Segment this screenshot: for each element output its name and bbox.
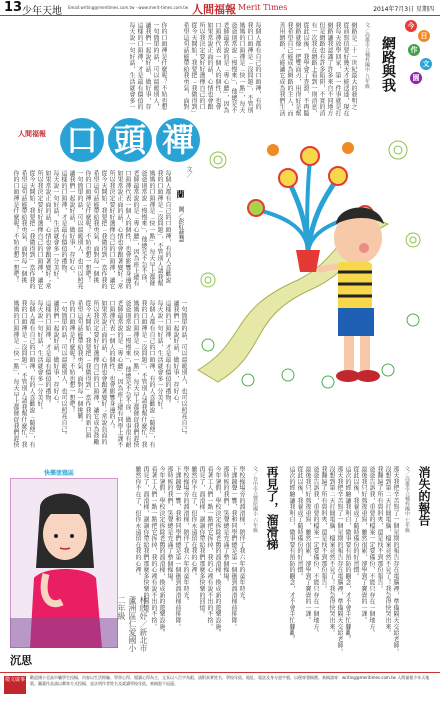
network-col-5: 但是網路也有許多陷阱，不實的消 xyxy=(318,22,325,117)
koutou-col-b12: 一句簡單的話，可以溫暖別人，也可以照亮 xyxy=(76,170,83,290)
chensi-artwork xyxy=(10,478,118,648)
xiaoshi-col-1: 那天我把辛苦寫了一個星期的報告存在電腦裡，準備隔天交給老師。 xyxy=(392,466,399,655)
xiaoshi-col-12: 最後我只好熬夜重寫，雖然很累，卻學到了寶貴的一課。 xyxy=(304,466,311,624)
koutou-col-c13: 從今天開始，我要把「我做得到」當作我的新口頭 xyxy=(84,300,91,439)
koutou-illustrator: 圖／彭紅慈慧 xyxy=(177,206,184,242)
xiaoshi-col-11: 爸爸告訴我，重要的檔案一定要備份，不能只存在一個地方。 xyxy=(312,466,319,637)
koutou-col-a7: 如果常說正面的話，心情也會跟 xyxy=(206,22,213,111)
koutou-col-c21: 我的口頭禪是「沒問題」，不管別人請我幫什麼忙，我 xyxy=(20,300,27,449)
network-col-8: 網路就像一把雙面刃，用得好是幫 xyxy=(294,22,301,117)
koutou-kicker: 人間福報 xyxy=(18,130,46,138)
koutou-col-b2: 我的口頭禪是「沒問題」，不管別人請我幫 xyxy=(156,170,163,287)
koutou-col-c9: 老師最常說的是「專心聽」，因為班上總有同學上課不 xyxy=(116,300,123,449)
koutou-col-b7: 如果常說正面的話，心情也會跟著變好；常 xyxy=(116,170,123,290)
xiaoshi-col-14: 這次的經驗讓我明白，做事要有預防的觀念，才不會手忙腳亂。 xyxy=(288,466,295,643)
koutou-col-c8: 爸爸則常說「慢慢來」，他總是不急不徐，做事很有耐 xyxy=(124,300,131,449)
koutou-col-c5: 每個人都有自己的口頭禪，有的人喜歡說「隨便」，有 xyxy=(148,300,155,449)
koutou-col-b1: 每個人都有自己的口頭禪，有的人喜歡說 xyxy=(164,170,171,284)
section-title: 少年天地 xyxy=(22,6,62,17)
huatitai-col-4: 今年暑假，學校決定拆除老舊的溜滑梯，換成新的遊樂設施。 xyxy=(214,466,221,637)
header-date: 2014年7月3日 星期四 xyxy=(373,6,434,13)
koutou-col-b15: 每天說一句好話，生活就會多一分美好。 xyxy=(52,170,59,284)
chensi-kicker: 快樂塗鴉區 xyxy=(44,470,75,477)
koutou-col-c6: 我的口頭禪是「沒問題」，不管別人請我幫什麼忙，我 xyxy=(140,300,147,449)
xiaoshi-col-8: 那天我把辛苦寫了一個星期的報告存在電腦裡，準備隔天交給老師。 xyxy=(336,466,343,655)
koutou-col-a4: 爸爸則常說「慢慢來」，他總是不 xyxy=(230,22,237,114)
koutou-col-a11: 你的口頭禪是什麼呢？不妨也想 xyxy=(160,22,167,111)
xiaoshi-col-6: 從此以後，我養成了隨時備份的好習慣。 xyxy=(352,466,359,580)
corner-char-2: 日 xyxy=(418,30,430,42)
koutou-col-c18: 這樣的口頭禪，才是最有價值的禮物。 xyxy=(44,300,51,408)
koutou-col-b11: 你的口頭禪是什麼呢？不妨也想一想吧！ xyxy=(84,170,91,284)
title-huatitai: 再見了，溜滑梯 xyxy=(265,466,279,550)
koutou-col-b5: 老師最常說的是「專心聽」，因為班上總有 xyxy=(132,170,139,287)
koutou-col-b4: 爸爸則常說「慢慢來」，他總是不急不徐， xyxy=(140,170,147,287)
koutou-col-b10: 希望這句話能帶給我勇氣，面對每一個挑 xyxy=(92,170,99,284)
koutou-col-c20: 每個人都有自己的口頭禪，有的人喜歡說「隨便」，有 xyxy=(28,300,35,449)
koutou-col-b13: 讓我們一起說好話，做好事，存好心。 xyxy=(68,170,75,278)
koutou-col-b9: 從今天開始，我要把「我做得到」當作我的 xyxy=(100,170,107,290)
byline-network: 文／高雄市立楠梓國中 九年級 xyxy=(364,22,370,89)
xiaoshi-col-3: 我翻遍了所有資料夾，還是找不到那份報告。 xyxy=(376,466,383,592)
xiaoshi-col-4: 爸爸告訴我，重要的檔案一定要備份，不能只存在一個地方。 xyxy=(368,466,375,637)
byline-xiaoshi: 文／高雄市立楠梓國中 七年級 xyxy=(404,466,410,533)
huatitai-col-11: 今年暑假，學校決定拆除老舊的溜滑梯，換成新的遊樂設施。 xyxy=(158,466,165,637)
network-col-10: 善用網路，才能讓它成為我們生活 xyxy=(278,22,285,117)
header-email: Email:writing@meritimes.com.tw · www.merit-times.com.tw xyxy=(68,5,189,10)
huatitai-col-2: 下課鐘聲一響，我和同學們總是第一個衝到溜滑梯前排隊。 xyxy=(230,466,237,630)
koutou-col-a13: 讓我們一起說好話，做好事，存 xyxy=(144,22,151,111)
koutou-col-c4: 每天說一句好話，生活就會多一分美好。 xyxy=(156,300,163,414)
title-xiaoshi: 消失的報告 xyxy=(417,466,431,526)
huatitai-col-6: 再見了，溜滑梯，謝謝你帶給我們那麼多快樂的回憶。 xyxy=(198,466,205,618)
network-col-2: 從前寫信要好幾天才能送達，現在 xyxy=(342,22,349,117)
koutou-col-c7: 媽媽的口頭禪是「快一點」，每天早上都催促我們趕快 xyxy=(132,300,139,449)
network-col-7: 從此以後，我學會了查證，不再隨 xyxy=(302,22,309,117)
koutou-col-b19: 希望這句話能帶給我勇氣，面對每一個挑 xyxy=(20,170,27,284)
title-char-1: 口 xyxy=(60,118,104,162)
koutou-col-a12: 一句簡單的話，可以溫暖別人， xyxy=(152,22,159,111)
huatitai-col-12: 看著工人們一點一點把它拆掉，我的心裡有說不出的不捨。 xyxy=(150,466,157,630)
koutou-col-c12: 所以我決定要好好選擇自己的口頭禪，讓它成為鼓勵 xyxy=(92,300,99,445)
network-col-3: 我每天放學回家，第一件事就是打 xyxy=(334,22,341,117)
koutou-col-b16: 如果常說正面的話，心情也會跟著變好；常 xyxy=(44,170,51,290)
network-col-4: 網路讓我認識了許多來自不同地方 xyxy=(326,22,333,117)
koutou-col-c17: 讓我們一起說好話，做好事，存好心。 xyxy=(52,300,59,408)
koutou-col-b8: 所以我決定要好好選擇自己的口頭禪，讓它 xyxy=(108,170,115,290)
corner-char-3: 作 xyxy=(408,44,420,56)
corner-char-5: 園 xyxy=(410,72,422,84)
title-char-3: 禪 xyxy=(156,118,200,162)
koutou-col-c14: 希望這句話能帶給我勇氣，面對每一個挑戰。 xyxy=(76,300,83,426)
koutou-col-a1: 每個人都有自己的口頭禪，有的 xyxy=(254,22,261,111)
huatitai-col-8: 學校操場旁的溜滑梯，陪伴了我六年的童年時光。 xyxy=(182,466,189,605)
xiaoshi-col-10: 我翻遍了所有資料夾，還是找不到那份報告。 xyxy=(320,466,327,592)
corner-char-4: 文 xyxy=(420,58,432,70)
corner-char-1: 今 xyxy=(405,20,417,32)
byline-huatitai: 文／台中市立豐原國小 六年級 xyxy=(252,466,258,533)
koutou-col-c16: 一句簡單的話，可以溫暖別人，也可以照亮自己。 xyxy=(60,300,67,439)
koutou-byline-label: 文／ xyxy=(185,166,192,178)
huatitai-col-14: 雖然你不在了，但你永遠留在我的心裡。 xyxy=(134,466,141,580)
page-number: 13 xyxy=(4,0,23,15)
title-network: 網路與我 xyxy=(380,36,396,92)
title-char-2: 頭 xyxy=(108,118,152,162)
koutou-col-b18: 從今天開始，我要把「我做得到」當作我的 xyxy=(28,170,35,290)
xiaoshi-col-9: 沒想到第二天打開電腦，檔案竟然不見了！我急得快哭出來。 xyxy=(328,466,335,637)
koutou-col-b14: 這樣的口頭禪，才是最有價值的禮物。 xyxy=(60,170,67,278)
koutou-col-a9: 從今天開始，我要把「我做得到」 xyxy=(190,22,197,114)
koutou-col-a5: 老師最常說的是「專心聽」，因為 xyxy=(222,22,229,114)
koutou-col-c19: 每天說一句好話，生活就會多一分美好。 xyxy=(36,300,43,414)
koutou-col-a10: 希望這句話能帶給我勇氣，面對 xyxy=(182,22,189,111)
xiaoshi-col-2: 沒想到第二天打開電腦，檔案竟然不見了！我急得快哭出來。 xyxy=(384,466,391,637)
koutou-col-a8: 所以我決定要好好選擇自己的口 xyxy=(198,22,205,111)
network-col-6: 有一次我在網路上看到一則消息， xyxy=(310,22,317,117)
koutou-col-a2: 我的口頭禪是「沒問題」，不管別 xyxy=(246,22,253,114)
koutou-col-c22: 媽媽的口頭禪是「快一點」，每天早上都催促我們趕快 xyxy=(12,300,19,449)
masthead: 人間福報 xyxy=(192,3,236,16)
xiaoshi-col-5: 最後我只好熬夜重寫，雖然很累，卻學到了寶貴的一課。 xyxy=(360,466,367,624)
huatitai-col-1: 學校操場旁的溜滑梯，陪伴了我六年的童年時光。 xyxy=(238,466,245,605)
koutou-col-a14: 這樣的口頭禪，才是最有價值的 xyxy=(136,22,143,111)
koutou-col-a6: 口頭禪代表一個人的個性，也會 xyxy=(214,22,221,111)
network-col-1: 網路是二十一世紀最大的發明之 xyxy=(350,22,357,111)
huatitai-col-10: 那時候的我們，笑聲總是充滿了整個操場。 xyxy=(166,466,173,586)
koutou-col-b17: 所以我決定要好好選擇自己的口頭禪，讓它 xyxy=(36,170,43,290)
huatitai-col-13: 再見了，溜滑梯，謝謝你帶給我們那麼多快樂的回憶。 xyxy=(142,466,149,618)
footer-label: 徵文啟事 xyxy=(4,676,26,694)
footer-text: 歡迎國小至高中職學生投稿，內容以生活經驗、學習心得、閱讀心得為主，文長以八百字為限，請附真實姓名、學校年級、地址、電話及身分證字號，以便寄發稿費。來稿請寄：writing@meritimes.com.tw 人間福報少年天地版。圖畫作品請以郵寄方式投稿，並註明作者姓名及就讀學校年級，來稿恕不退還。 xyxy=(30,675,430,686)
koutou-col-b20: 你的口頭禪是什麼呢？不妨也想一想吧！ xyxy=(12,170,19,284)
koutou-col-c11: 如果常說正面的話，心情也會跟著變好；常說負面的 xyxy=(100,300,107,445)
huatitai-col-7: 雖然你不在了，但你永遠留在我的心裡。 xyxy=(190,466,197,580)
huatitai-col-3: 那時候的我們，笑聲總是充滿了整個操場。 xyxy=(222,466,229,586)
koutou-col-c15: 你的口頭禪是什麼呢？不妨也想一想吧！ xyxy=(68,300,75,414)
xiaoshi-col-7: 這次的經驗讓我明白，做事要有預防的觀念，才不會手忙腳亂。 xyxy=(344,466,351,643)
koutou-col-b6: 口頭禪代表一個人的個性，也會影響身邊的 xyxy=(124,170,131,290)
koutou-col-a3: 媽媽的口頭禪是「快一點」，每天 xyxy=(238,22,245,114)
huatitai-col-9: 下課鐘聲一響，我和同學們總是第一個衝到溜滑梯前排隊。 xyxy=(174,466,181,630)
chensi-artist: 林欣妤／新北市蘆洲區仁愛國小二年級 xyxy=(117,596,148,652)
koutou-byline-name: 蘭 xyxy=(176,190,186,198)
koutou-col-a15: 每天說一句好話，生活就會多一 xyxy=(128,22,135,111)
koutou-col-b3: 媽媽的口頭禪是「快一點」，每天早上都催 xyxy=(148,170,155,287)
network-col-9: 我希望自己能成為網路的主人，而 xyxy=(286,22,293,117)
koutou-col-c1: 一句簡單的話，可以溫暖別人，也可以照亮自己。 xyxy=(180,300,187,439)
xiaoshi-col-13: 從此以後，我養成了隨時備份的好習慣。 xyxy=(296,466,303,580)
boy-plant-illustration xyxy=(188,120,438,400)
masthead-en: Merit Times xyxy=(238,3,288,12)
koutou-col-c10: 口頭禪代表一個人的個性，也會影響身邊的人。 xyxy=(108,300,115,433)
koutou-col-c2: 讓我們一起說好話，做好事，存好心。 xyxy=(172,300,179,408)
chensi-title: 沉思 xyxy=(10,654,32,667)
huatitai-col-5: 看著工人們一點一點把它拆掉，我的心裡有說不出的不捨。 xyxy=(206,466,213,630)
koutou-col-c3: 這樣的口頭禪，才是最有價值的禮物。 xyxy=(164,300,171,408)
